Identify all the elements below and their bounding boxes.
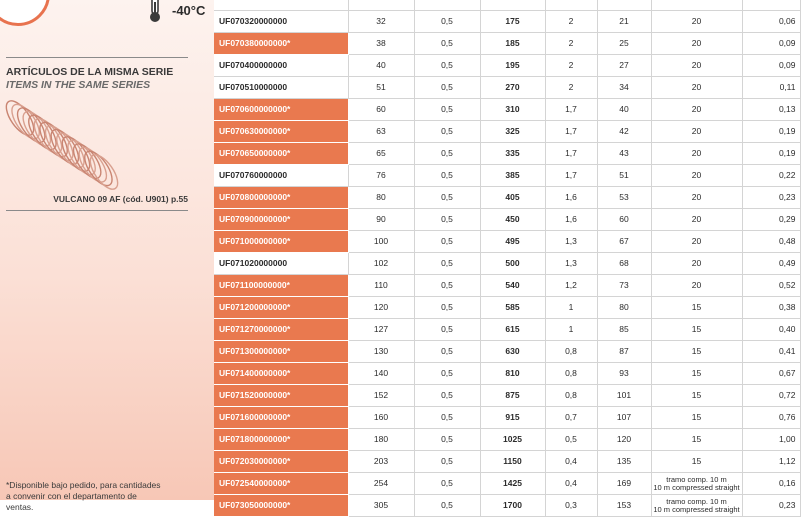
inner-diameter-cell: 160 <box>348 407 414 429</box>
pressure-cell: 1,7 <box>545 121 597 143</box>
weight-cell: 1700 <box>480 495 545 517</box>
wall-thickness-cell: 0,5 <box>414 121 480 143</box>
wall-thickness-cell: 0,5 <box>414 473 480 495</box>
table-row <box>214 407 800 429</box>
bend-radius-cell: 73 <box>597 275 651 297</box>
product-code-cell: UF071520000000* <box>214 385 348 407</box>
product-code-cell: UF070760000000 <box>214 165 348 187</box>
inner-diameter-cell: 90 <box>348 209 414 231</box>
constant-diameter-badge-icon <box>0 0 50 26</box>
table-row <box>214 55 800 77</box>
wall-thickness-cell: 0,5 <box>414 253 480 275</box>
price-factor-cell: 0,29 <box>742 209 800 231</box>
length-cell: 20 <box>651 33 742 55</box>
inner-diameter-cell: 120 <box>348 297 414 319</box>
pressure-cell: 0,8 <box>545 341 597 363</box>
product-code-cell: UF070630000000* <box>214 121 348 143</box>
price-factor-cell: 0,09 <box>742 55 800 77</box>
length-cell: 20 <box>651 143 742 165</box>
length-cell: 15 <box>651 341 742 363</box>
temperature-label: -40°C <box>172 3 206 18</box>
wall-thickness-cell: 0,5 <box>414 77 480 99</box>
product-code-cell: UF071000000000* <box>214 231 348 253</box>
wall-thickness-cell: 0,5 <box>414 385 480 407</box>
length-cell: 15 <box>651 363 742 385</box>
inner-diameter-cell: 40 <box>348 55 414 77</box>
table-row <box>214 77 800 99</box>
inner-diameter-cell: 65 <box>348 143 414 165</box>
length-cell: 15 <box>651 297 742 319</box>
table-row <box>214 297 800 319</box>
product-code-cell: UF070900000000* <box>214 209 348 231</box>
wall-thickness-cell: 0,5 <box>414 341 480 363</box>
table-row <box>214 319 800 341</box>
bend-radius-cell: 169 <box>597 473 651 495</box>
table-row <box>214 209 800 231</box>
bend-radius-cell: 21 <box>597 11 651 33</box>
price-factor-cell: 0,40 <box>742 319 800 341</box>
bend-radius-cell: 87 <box>597 341 651 363</box>
wall-thickness-cell: 0,5 <box>414 495 480 517</box>
weight-cell: 1150 <box>480 451 545 473</box>
table-row <box>214 121 800 143</box>
inner-diameter-cell: 80 <box>348 187 414 209</box>
length-cell: 15 <box>651 319 742 341</box>
length-cell: 20 <box>651 187 742 209</box>
pressure-cell: 0,4 <box>545 473 597 495</box>
table-row <box>214 165 800 187</box>
wall-thickness-cell: 0,5 <box>414 319 480 341</box>
price-factor-cell: 0,23 <box>742 495 800 517</box>
price-factor-cell: 0,48 <box>742 231 800 253</box>
pressure-cell: 0,8 <box>545 385 597 407</box>
length-cell: 15 <box>651 429 742 451</box>
pressure-cell: 0,8 <box>545 363 597 385</box>
footnote: *Disponible bajo pedido, para cantidades a convenir con el departamento de ventas. <box>6 480 161 512</box>
length-cell <box>651 0 742 11</box>
price-factor-cell: 0,11 <box>742 77 800 99</box>
product-code-cell: UF071600000000* <box>214 407 348 429</box>
price-factor-cell: 0,49 <box>742 253 800 275</box>
bend-radius-cell <box>597 0 651 11</box>
product-code-cell: UF072540000000* <box>214 473 348 495</box>
table-row <box>214 473 800 495</box>
inner-diameter-cell: 32 <box>348 11 414 33</box>
inner-diameter-cell: 140 <box>348 363 414 385</box>
pressure-cell: 1,3 <box>545 231 597 253</box>
series-title: ARTÍCULOS DE LA MISMA SERIE <box>6 66 174 78</box>
inner-diameter-cell: 305 <box>348 495 414 517</box>
inner-diameter-cell: 100 <box>348 231 414 253</box>
bend-radius-cell: 80 <box>597 297 651 319</box>
bend-radius-cell: 153 <box>597 495 651 517</box>
product-code-cell: UF070510000000 <box>214 77 348 99</box>
weight-cell: 450 <box>480 209 545 231</box>
length-cell: tramo comp. 10 m 10 m compressed straight <box>651 495 742 517</box>
hose-product-image <box>6 100 116 190</box>
table-row <box>214 363 800 385</box>
pressure-cell: 1,3 <box>545 253 597 275</box>
price-factor-cell: 0,76 <box>742 407 800 429</box>
bend-radius-cell: 135 <box>597 451 651 473</box>
inner-diameter-cell: 110 <box>348 275 414 297</box>
sidebar <box>0 0 214 512</box>
bend-radius-cell: 68 <box>597 253 651 275</box>
pressure-cell: 0,4 <box>545 451 597 473</box>
table-row <box>214 275 800 297</box>
product-table <box>214 0 800 514</box>
length-cell: tramo comp. 10 m 10 m compressed straight <box>651 473 742 495</box>
related-product-caption: VULCANO 09 AF (cód. U901) p.55 <box>53 194 188 204</box>
table-row <box>214 187 800 209</box>
length-cell: 20 <box>651 77 742 99</box>
length-cell: 20 <box>651 99 742 121</box>
weight-cell: 810 <box>480 363 545 385</box>
product-code-cell: UF072030000000* <box>214 451 348 473</box>
bend-radius-cell: 25 <box>597 33 651 55</box>
pressure-cell: 2 <box>545 11 597 33</box>
length-cell: 15 <box>651 407 742 429</box>
pressure-cell: 1 <box>545 319 597 341</box>
table-row <box>214 231 800 253</box>
wall-thickness-cell: 0,5 <box>414 407 480 429</box>
bend-radius-cell: 53 <box>597 187 651 209</box>
weight-cell: 875 <box>480 385 545 407</box>
wall-thickness-cell: 0,5 <box>414 187 480 209</box>
pressure-cell: 2 <box>545 33 597 55</box>
length-cell: 20 <box>651 55 742 77</box>
length-cell: 20 <box>651 253 742 275</box>
weight-cell: 1025 <box>480 429 545 451</box>
bend-radius-cell: 93 <box>597 363 651 385</box>
price-factor-cell: 0,52 <box>742 275 800 297</box>
weight-cell: 1425 <box>480 473 545 495</box>
price-factor-cell: 0,72 <box>742 385 800 407</box>
wall-thickness-cell: 0,5 <box>414 297 480 319</box>
thermometer-icon <box>145 0 165 24</box>
bend-radius-cell: 120 <box>597 429 651 451</box>
product-code-cell: UF073050000000* <box>214 495 348 517</box>
product-code-cell: UF071200000000* <box>214 297 348 319</box>
product-code-cell: UF071270000000* <box>214 319 348 341</box>
bend-radius-cell: 107 <box>597 407 651 429</box>
bend-radius-cell: 27 <box>597 55 651 77</box>
length-cell: 20 <box>651 11 742 33</box>
price-factor-cell: 0,06 <box>742 11 800 33</box>
inner-diameter-cell: 127 <box>348 319 414 341</box>
inner-diameter-cell: 63 <box>348 121 414 143</box>
pressure-cell <box>545 0 597 11</box>
price-factor-cell <box>742 0 800 11</box>
table-row <box>214 143 800 165</box>
table-row <box>214 495 800 517</box>
table-row <box>214 385 800 407</box>
pressure-cell: 0,7 <box>545 407 597 429</box>
pressure-cell: 2 <box>545 55 597 77</box>
wall-thickness-cell: 0,5 <box>414 165 480 187</box>
price-factor-cell: 1,00 <box>742 429 800 451</box>
wall-thickness-cell <box>414 0 480 11</box>
bend-radius-cell: 40 <box>597 99 651 121</box>
pressure-cell: 1,7 <box>545 165 597 187</box>
inner-diameter-cell: 38 <box>348 33 414 55</box>
pressure-cell: 1,6 <box>545 187 597 209</box>
product-code-cell: UF071400000000* <box>214 363 348 385</box>
product-code-cell: UF071020000000 <box>214 253 348 275</box>
inner-diameter-cell: 76 <box>348 165 414 187</box>
inner-diameter-cell: 203 <box>348 451 414 473</box>
table-row <box>214 33 800 55</box>
price-factor-cell: 1,12 <box>742 451 800 473</box>
pressure-cell: 1 <box>545 297 597 319</box>
weight-cell: 585 <box>480 297 545 319</box>
pressure-cell: 1,7 <box>545 99 597 121</box>
bend-radius-cell: 51 <box>597 165 651 187</box>
length-cell: 15 <box>651 451 742 473</box>
length-cell: 15 <box>651 385 742 407</box>
inner-diameter-cell: 60 <box>348 99 414 121</box>
weight-cell: 615 <box>480 319 545 341</box>
inner-diameter-cell <box>348 0 414 11</box>
price-factor-cell: 0,22 <box>742 165 800 187</box>
inner-diameter-cell: 254 <box>348 473 414 495</box>
inner-diameter-cell: 152 <box>348 385 414 407</box>
table-row <box>214 341 800 363</box>
wall-thickness-cell: 0,5 <box>414 363 480 385</box>
weight-cell: 540 <box>480 275 545 297</box>
weight-cell: 915 <box>480 407 545 429</box>
wall-thickness-cell: 0,5 <box>414 451 480 473</box>
price-factor-cell: 0,09 <box>742 33 800 55</box>
weight-cell: 310 <box>480 99 545 121</box>
price-factor-cell: 0,13 <box>742 99 800 121</box>
product-code-cell: UF071300000000* <box>214 341 348 363</box>
weight-cell: 175 <box>480 11 545 33</box>
table-row <box>214 253 800 275</box>
weight-cell: 325 <box>480 121 545 143</box>
pressure-cell: 2 <box>545 77 597 99</box>
bend-radius-cell: 101 <box>597 385 651 407</box>
wall-thickness-cell: 0,5 <box>414 231 480 253</box>
wall-thickness-cell: 0,5 <box>414 55 480 77</box>
inner-diameter-cell: 102 <box>348 253 414 275</box>
product-code-cell: UF070380000000* <box>214 33 348 55</box>
length-cell: 20 <box>651 231 742 253</box>
divider-bottom <box>6 210 188 211</box>
product-code-cell: UF071800000000* <box>214 429 348 451</box>
bend-radius-cell: 43 <box>597 143 651 165</box>
weight-cell: 195 <box>480 55 545 77</box>
length-cell: 20 <box>651 165 742 187</box>
price-factor-cell: 0,19 <box>742 121 800 143</box>
price-factor-cell: 0,38 <box>742 297 800 319</box>
series-subtitle: ITEMS IN THE SAME SERIES <box>6 79 151 91</box>
inner-diameter-cell: 130 <box>348 341 414 363</box>
product-code-cell <box>214 0 348 11</box>
product-code-cell: UF070400000000 <box>214 55 348 77</box>
price-factor-cell: 0,16 <box>742 473 800 495</box>
weight-cell: 630 <box>480 341 545 363</box>
table-row <box>214 429 800 451</box>
weight-cell: 335 <box>480 143 545 165</box>
product-code-cell: UF070600000000* <box>214 99 348 121</box>
weight-cell: 385 <box>480 165 545 187</box>
inner-diameter-cell: 51 <box>348 77 414 99</box>
wall-thickness-cell: 0,5 <box>414 429 480 451</box>
weight-cell: 500 <box>480 253 545 275</box>
bend-radius-cell: 42 <box>597 121 651 143</box>
product-code-cell: UF070800000000* <box>214 187 348 209</box>
wall-thickness-cell: 0,5 <box>414 11 480 33</box>
pressure-cell: 1,2 <box>545 275 597 297</box>
length-cell: 20 <box>651 209 742 231</box>
price-factor-cell: 0,41 <box>742 341 800 363</box>
wall-thickness-cell: 0,5 <box>414 143 480 165</box>
inner-diameter-cell: 180 <box>348 429 414 451</box>
weight-cell: 185 <box>480 33 545 55</box>
pressure-cell: 0,5 <box>545 429 597 451</box>
wall-thickness-cell: 0,5 <box>414 275 480 297</box>
bend-radius-cell: 67 <box>597 231 651 253</box>
bend-radius-cell: 85 <box>597 319 651 341</box>
price-factor-cell: 0,19 <box>742 143 800 165</box>
table-row <box>214 451 800 473</box>
pressure-cell: 0,3 <box>545 495 597 517</box>
wall-thickness-cell: 0,5 <box>414 99 480 121</box>
divider-top <box>6 57 188 58</box>
table-row <box>214 99 800 121</box>
product-code-cell: UF070320000000 <box>214 11 348 33</box>
table-row <box>214 0 800 11</box>
pressure-cell: 1,6 <box>545 209 597 231</box>
pressure-cell: 1,7 <box>545 143 597 165</box>
price-factor-cell: 0,67 <box>742 363 800 385</box>
wall-thickness-cell: 0,5 <box>414 33 480 55</box>
weight-cell: 270 <box>480 77 545 99</box>
table-row <box>214 11 800 33</box>
price-factor-cell: 0,23 <box>742 187 800 209</box>
weight-cell <box>480 0 545 11</box>
wall-thickness-cell: 0,5 <box>414 209 480 231</box>
weight-cell: 495 <box>480 231 545 253</box>
bend-radius-cell: 34 <box>597 77 651 99</box>
weight-cell: 405 <box>480 187 545 209</box>
length-cell: 20 <box>651 275 742 297</box>
length-cell: 20 <box>651 121 742 143</box>
product-code-cell: UF071100000000* <box>214 275 348 297</box>
product-code-cell: UF070650000000* <box>214 143 348 165</box>
bend-radius-cell: 60 <box>597 209 651 231</box>
